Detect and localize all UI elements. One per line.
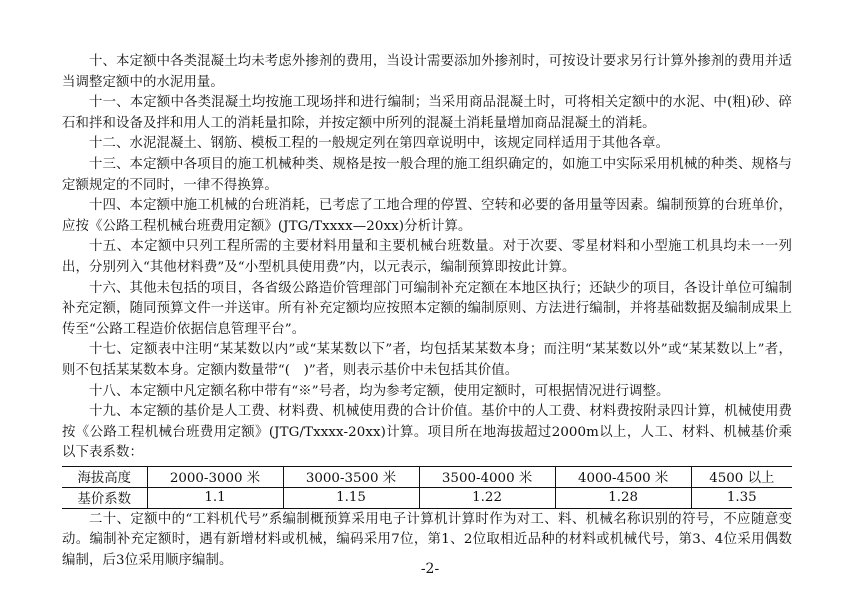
table-cell: 1.35 — [691, 487, 792, 508]
paragraph-15: 十五、本定额中只列工程所需的主要材料用量和主要机械台班数量。对于次要、零星材料和小型施工机具均未一一列出，分别列入“其他材料费”及“小型机具使用费”内，以元表示，编制预算即按此计算。 — [62, 239, 792, 275]
paragraph-19: 十九、本定额的基价是人工费、材料费、机械使用费的合计价值。基价中的人工费、材料费按附录四计算，机械使用费按《公路工程机械台班费用定额》(JTG/Txxxx-20xx)计算。项目所在地海拔超过2000m以上，人工、材料、机械基价乘以下表系数： — [62, 404, 792, 461]
table-row-coefficient — [62, 487, 792, 508]
paragraph-17: 十七、定额表中注明“某某数以内”或“某某数以下”者，均包括某某数本身；而注明“某某数以外”或“某某数以上”者，则不包括某某数本身。定额内数量带“( )”者，则表示基价中未包括其价值。 — [62, 342, 792, 378]
table-cell: 1.22 — [419, 487, 555, 508]
paragraph-13: 十三、本定额中各项目的施工机械种类、规格是按一般合理的施工组织确定的，如施工中实际采用机械的种类、规格与定额规定的不同时，一律不得换算。 — [62, 156, 792, 193]
altitude-coefficient-table — [62, 466, 792, 509]
table-cell: 1.1 — [147, 487, 283, 508]
table-cell: 1.28 — [555, 487, 691, 508]
document-body — [62, 52, 792, 572]
table-row-altitude — [62, 466, 792, 487]
paragraph-11: 十一、本定额中各类混凝土均按施工现场拌和进行编制；当采用商品混凝土时，可将相关定额中的水泥、中(粗)砂、碎石和拌和设备及拌和用人工的消耗量扣除，并按定额中所列的混凝土消耗量增加商品混凝土的消耗。 — [62, 95, 792, 131]
paragraph-18: 十八、本定额中凡定额名称中带有“※”号者，均为参考定额，使用定额时，可根据情况进行调整。 — [89, 383, 670, 399]
table-cell: 3500-4000 米 — [419, 466, 555, 487]
paragraph-10: 十、本定额中各类混凝土均未考虑外掺剂的费用，当设计需要添加外掺剂时，可按设计要求另行计算外掺剂的费用并适当调整定额中的水泥用量。 — [62, 54, 792, 90]
table-cell: 1.15 — [283, 487, 419, 508]
table-cell: 3000-3500 米 — [283, 466, 419, 487]
paragraph-14: 十四、本定额中施工机械的台班消耗，已考虑了工地合理的停置、空转和必要的备用量等因素。编制预算的台班单价，应按《公路工程机械台班费用定额》(JTG/Txxxx—20xx)分析计算。 — [62, 198, 792, 234]
table-cell: 4500 以上 — [691, 466, 792, 487]
table-header-coefficient: 基价系数 — [62, 487, 147, 508]
table-header-altitude: 海拔高度 — [77, 471, 132, 487]
paragraph-20: 二十、定额中的“工料机代号”系编制概预算采用电子计算机计算时作为对工、料、机械名称识别的符号，不应随意变动。编制补充定额时，遇有新增材料或机械，编码采用7位，第1、2位取相近品种的材料或机械代号，第3、4位采用偶数编制，后3位采用顺序编制。 — [62, 511, 792, 569]
table-cell: 4000-4500 米 — [555, 466, 691, 487]
page-number: -2- — [420, 561, 440, 577]
paragraph-12: 十二、水泥混凝土、钢筋、模板工程的一般规定列在第四章说明中，该规定同样适用于其他各章。 — [89, 136, 670, 152]
table-cell: 2000-3000 米 — [147, 466, 283, 487]
paragraph-16: 十六、其他未包括的项目，各省级公路造价管理部门可编制补充定额在本地区执行；还缺少的项目，各设计单位可编制补充定额，随同预算文件一并送审。所有补充定额均应按照本定额的编制原则、方法进行编制，并将基础数据及编制成果上传至“公路工程造价依据信息管理平台”。 — [62, 280, 792, 337]
